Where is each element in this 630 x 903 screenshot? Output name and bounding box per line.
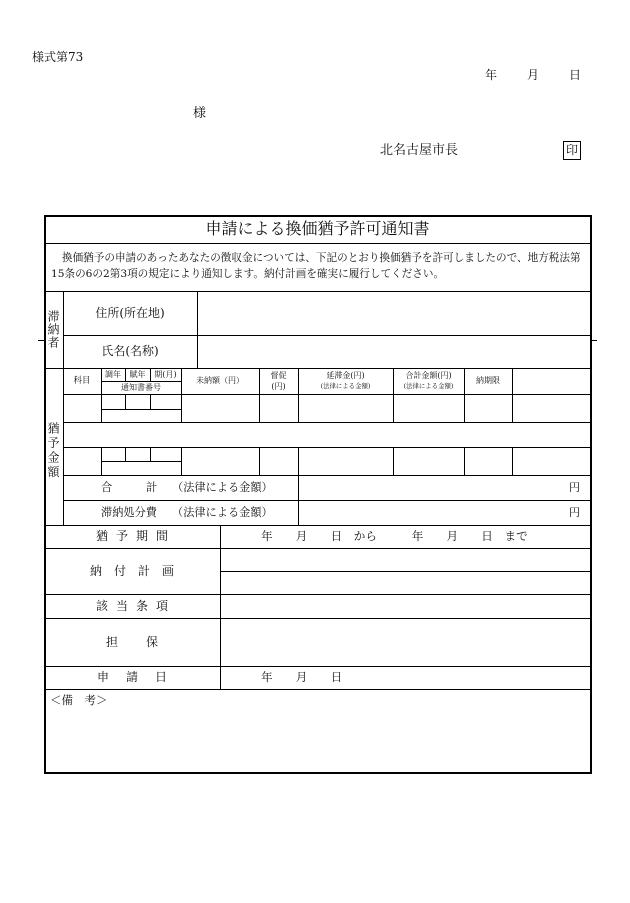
payment-plan-label: 納付計画 [89, 564, 186, 578]
column-notice-number: 通知書番号 [121, 383, 161, 392]
table-row [64, 423, 590, 447]
column-due-date: 納期限 [476, 376, 500, 385]
disposition-fee-qualifier: （法律による金額） [172, 506, 273, 519]
disposition-fee-label: 滞納処分費 [101, 506, 157, 519]
column-reminder: 督促 [270, 371, 287, 380]
column-total-note: (法律による金額) [403, 382, 454, 390]
issuer-name: 北名古屋市長 [380, 143, 459, 158]
total-label: 合 計 [101, 481, 161, 494]
column-levy-year: 賦年 [129, 370, 146, 379]
delinquent-section-text: 滞納者 [46, 310, 60, 349]
remarks-label: ＜備 考＞ [50, 693, 108, 707]
name-label: 氏名(名称) [101, 344, 159, 358]
collateral-value [221, 619, 590, 666]
application-date-value: 年 月 日 [261, 670, 343, 684]
form-number: 様式第73 [32, 50, 84, 64]
disposition-fee-unit: 円 [569, 506, 580, 519]
total-qualifier: （法律による金額） [172, 481, 273, 494]
address-label: 住所(所在地) [95, 306, 165, 320]
deferral-period-label: 猶予期間 [95, 529, 176, 543]
seal-stamp-box: 印 [563, 141, 581, 160]
column-unpaid: 未納額（円） [196, 376, 244, 385]
column-late-fee-note: (法律による金額) [320, 382, 371, 390]
delinquent-section-label [44, 291, 63, 368]
payment-plan-value [221, 549, 590, 594]
table-row [64, 448, 590, 475]
column-subject: 科目 [73, 376, 91, 386]
applicable-clause-value [221, 595, 590, 618]
column-total: 合計金額(円) [405, 371, 452, 380]
notice-body-line-2: 15条の6の2第3項の規定により通知します。納付計画を確実に履行してください。 [51, 268, 445, 280]
column-period: 期(月) [154, 370, 177, 379]
issue-date-placeholder: 年 月 日 [485, 68, 584, 82]
total-unit: 円 [569, 481, 580, 494]
deferred-amount-section-text: 猶予金額 [46, 421, 60, 480]
column-tax-year: 調年 [105, 370, 121, 379]
remarks-area [46, 708, 590, 771]
collateral-label: 担保 [105, 635, 186, 649]
deferred-amount-section-label [44, 372, 63, 529]
document-title: 申請による換価猶予許可通知書 [205, 219, 430, 238]
column-late-fee: 延滞金(円) [326, 371, 365, 380]
applicable-clause-label: 該当条項 [95, 599, 176, 613]
addressee-suffix: 様 [193, 106, 207, 121]
column-reminder-unit: (円) [271, 382, 286, 391]
notice-body-line-1: 換価猶予の申請のあったあなたの徴収金については、下記のとおり換価猶予を許可しましたので、地方税法第 [62, 252, 581, 264]
table-row [64, 395, 590, 422]
deferral-period-value: 年 月 日 から 年 月 日 まで [261, 529, 528, 543]
name-value [198, 336, 590, 368]
application-date-label: 申請日 [96, 670, 184, 684]
address-value [198, 292, 590, 335]
